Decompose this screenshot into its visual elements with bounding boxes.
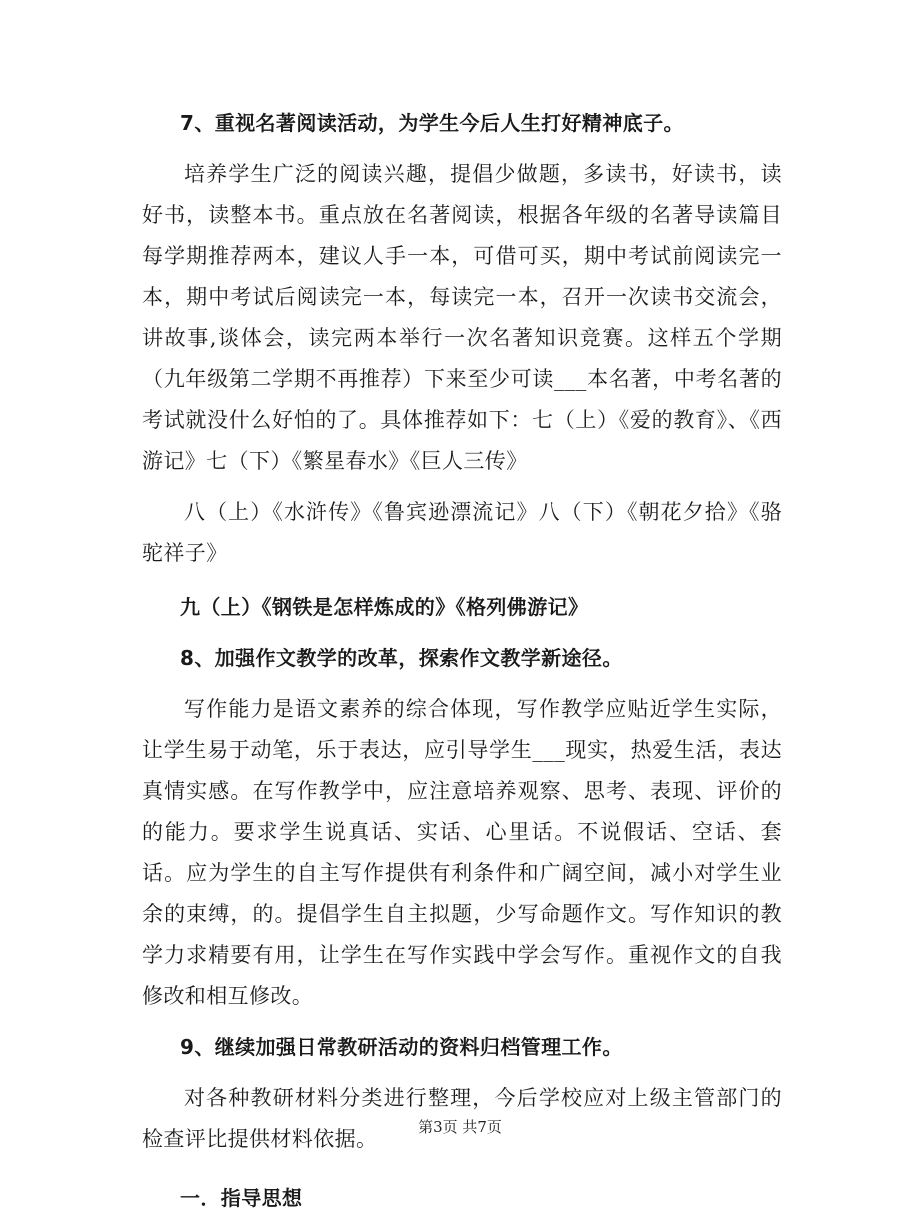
section-8-heading: 8、加强作文教学的改革，探索作文教学新途径。 <box>180 646 623 670</box>
document-body <box>142 103 782 1219</box>
section-9-heading: 9、继续加强日常教研活动的资料归档管理工作。 <box>180 1035 623 1059</box>
section-7-paragraph-3: 九（上）《钢铁是怎样炼成的》《格列佛游记》 <box>180 595 589 619</box>
section-7-heading: 7、重视名著阅读活动，为学生今后人生打好精神底子。 <box>180 111 684 135</box>
section-8-paragraph-1: 写作能力是语文素养的综合体现，写作教学应贴近学生实际，让学生易于动笔，乐于表达，应引导学生___现实，热爱生活，表达真情实感。在写作教学中，应注意培养观察、思考、表现、评价的的能力。要求学生说真话、实话、心里话。不说假话、空话、套话。应为学生的自主写作提供有利条件和广阔空间，减小对学生业余的束缚，的。提倡学生自主拟题，少写命题作文。写作知识的教学力求精要有用，让学生在写作实践中学会写作。重视作文的自我修改和相互修改。 <box>142 697 782 1008</box>
section-9-paragraph-1: 对各种教研材料分类进行整理，今后学校应对上级主管部门的检查评比提供材料依据。 <box>142 1086 782 1151</box>
section-7-paragraph-2: 八（上）《水浒传》《鲁宾逊漂流记》八（下）《朝花夕拾》《骆驼祥子》 <box>142 500 782 565</box>
page-number-footer: 第3页 共7页 <box>418 1118 502 1136</box>
section-one-heading: 一．指导思想 <box>180 1186 303 1210</box>
section-7-paragraph-1: 培养学生广泛的阅读兴趣，提倡少做题，多读书，好读书，读好书，读整本书。重点放在名著阅读，根据各年级的名著导读篇目每学期推荐两本，建议人手一本，可借可买，期中考试前阅读完一本，期中考试后阅读完一本，每读完一本，召开一次读书交流会，讲故事,谈体会，读完两本举行一次名著知识竞赛。这样五个学期（九年级第二学期不再推荐）下来至少可读___本名著，中考名著的考试就没什么好怕的了。具体推荐如下：七（上）《爱的教育》、《西游记》七（下）《繁星春水》《巨人三传》 <box>142 162 782 473</box>
